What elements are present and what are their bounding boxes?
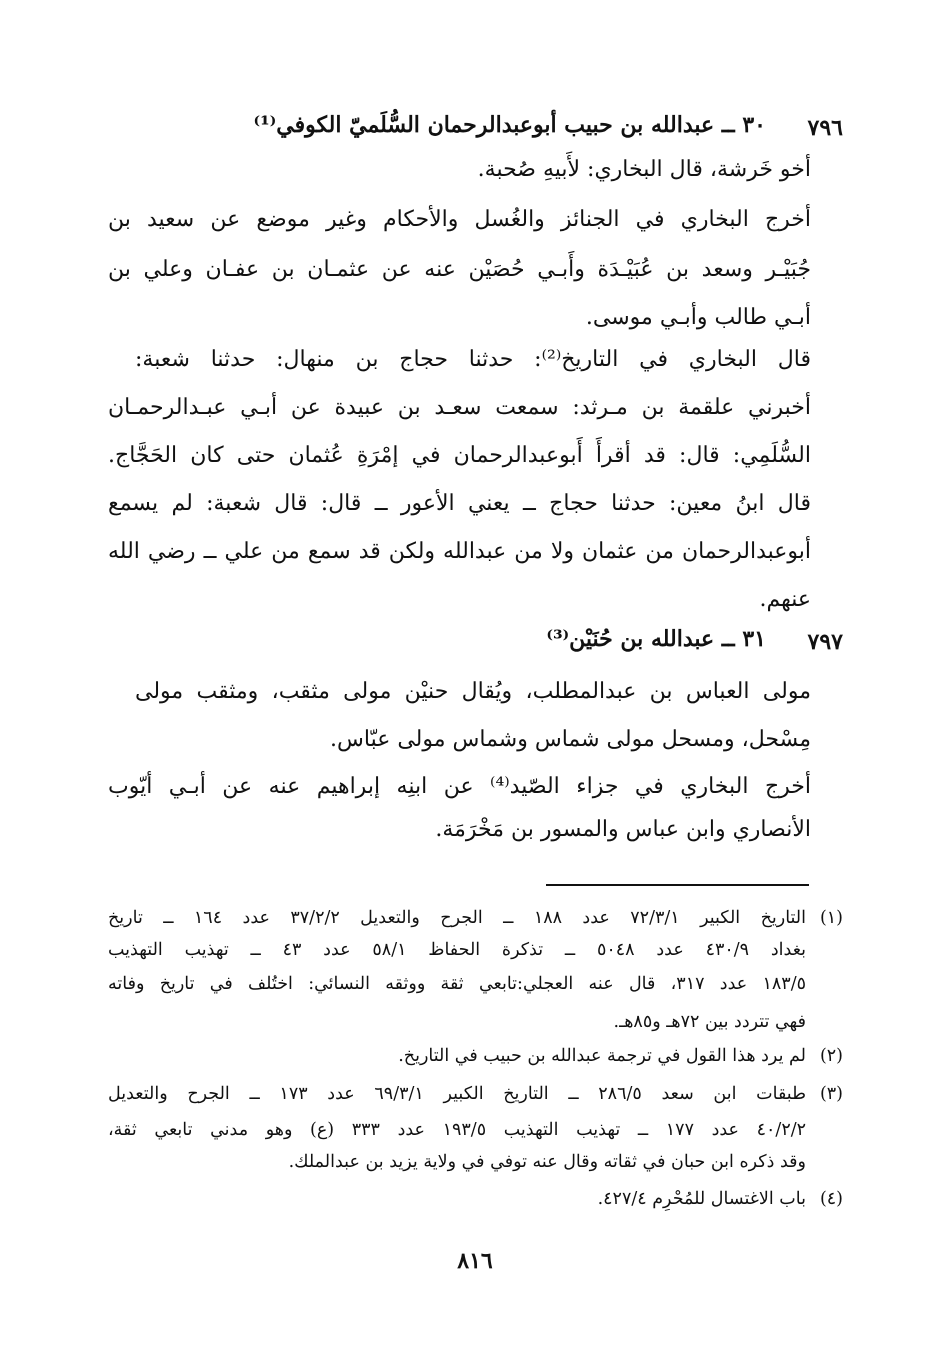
footnote-4-number: (٤)	[819, 1189, 843, 1209]
entry-797-heading: ٣١ ــ عبدالله بن حُنَيْن⁽³⁾	[546, 626, 766, 652]
footnote-1-line-3: ١٨٣/٥ عدد ٣١٧، قال عنه العجلي:تابعي ثقة ووثقه النسائي: اختُلف في تاريخ وفاته	[108, 974, 806, 994]
footnote-3-line-1: طبقات ابن سعد ٢٨٦/٥ ــ التاريخ الكبير ٦٩/٣/١ عدد ١٧٣ ــ الجرح والتعديل	[108, 1084, 807, 1104]
entry-796-line-6: أخبرني علقمة بن مـرثد: سمعت سعـد بن عبيدة عن أبـي عبـدالرحمـان	[108, 395, 811, 420]
entry-796-line-8: قال ابنُ معين: حدثنا حجاج ــ يعني الأعور ــ قال: قال شعبة: لم يسمع	[108, 491, 811, 516]
footnote-separator	[546, 884, 809, 886]
entry-796-line-5: قال البخاري في التاريخ⁽²⁾: حدثنا حجاج بن منهال: حدثنا شعبة:	[135, 347, 811, 372]
entry-797-line-1: مولى العباس بن عبدالمطلب، ويُقال حنيْن مولى مثقب، ومثقب مولى	[135, 679, 811, 704]
entry-796-line-7: السُّلَمِي: قال: قد أقرأَ أَبوعبدالرحمان في إمْرَةِ عُثمان حتى كان الحَجَّاج.	[108, 443, 811, 468]
footnote-1-line-4: فهي تتردد بين ٧٢هـ و٨٥هـ.	[613, 1012, 806, 1032]
footnote-3-number: (٣)	[819, 1084, 843, 1104]
entry-796-heading: ٣٠ ــ عبدالله بن حبيب أبوعبدالرحمان السُّلَميّ الكوفي⁽¹⁾	[253, 112, 766, 138]
page-number: ٨١٦	[457, 1248, 493, 1274]
entry-796-line-2: أخرج البخاري في الجنائز والغُسل والأحكام وغير موضع عن سعيد بن	[108, 207, 811, 232]
entry-796-line-9: أبوعبدالرحمان من عثمان ولا من عبدالله ولكن قد سمع من علي ــ رضي الله	[108, 539, 811, 564]
footnote-3-line-3: وقد ذكره ابن حبان في ثقاته وقال عنه توفي في ولاية يزيد بن عبدالملك.	[288, 1152, 806, 1172]
footnote-1-number: (١)	[819, 908, 843, 928]
footnote-1-line-1: التاريخ الكبير ٧٢/٣/١ عدد ١٨٨ ــ الجرح والتعديل ٣٧/٢/٢ عدد ١٦٤ ــ تاريخ	[108, 908, 807, 928]
entry-797-line-3: أخرج البخاري في جزاء الصّيد⁽⁴⁾ عن ابنِه إبراهيم عنه عن أبـي أيّوب	[108, 774, 811, 799]
entry-797-number: ٧٩٧	[807, 629, 843, 655]
footnote-1-line-2: بغداد ٤٣٠/٩ عدد ٥٠٤٨ ــ تذكرة الحفاظ ٥٨/١ عدد ٤٣ ــ تهذيب التهذيب	[108, 940, 807, 960]
entry-796-line-10: عنهم.	[759, 587, 811, 612]
entry-797-line-4: الأنصاري وابن عباس والمسور بن مَخْرَمَة.	[435, 817, 811, 842]
footnote-2-number: (٢)	[819, 1046, 843, 1066]
entry-796-line-3: جُبَيْـر وسعد بن عُبَيْـدَة وأَبـي حُصَيْن عنه عن عثمـان بن عفـان وعلي بن	[108, 257, 811, 282]
footnote-4-line-1: باب الاغتسال للمُحْرِم ٤٢٧/٤.	[597, 1189, 806, 1209]
entry-796-number: ٧٩٦	[807, 115, 843, 141]
entry-796-line-4: أبـي طالب وأبـي موسى.	[585, 305, 811, 330]
entry-796-line-1: أخو خَرشة، قال البخاري: لأَبيهِ صُحبة.	[477, 157, 811, 182]
entry-797-line-2: مِسْحل، ومسحل مولى شماس وشماس مولى عبّاس.	[330, 727, 811, 752]
footnote-3-line-2: ٤٠/٢/٢ عدد ١٧٧ ــ تهذيب التهذيب ١٩٣/٥ عدد ٣٣٣ (ع) وهو مدني تابعي ثقة،	[108, 1120, 807, 1140]
footnote-2-line-1: لم يرد هذا القول في ترجمة عبدالله بن حبيب في التاريخ.	[398, 1046, 806, 1066]
